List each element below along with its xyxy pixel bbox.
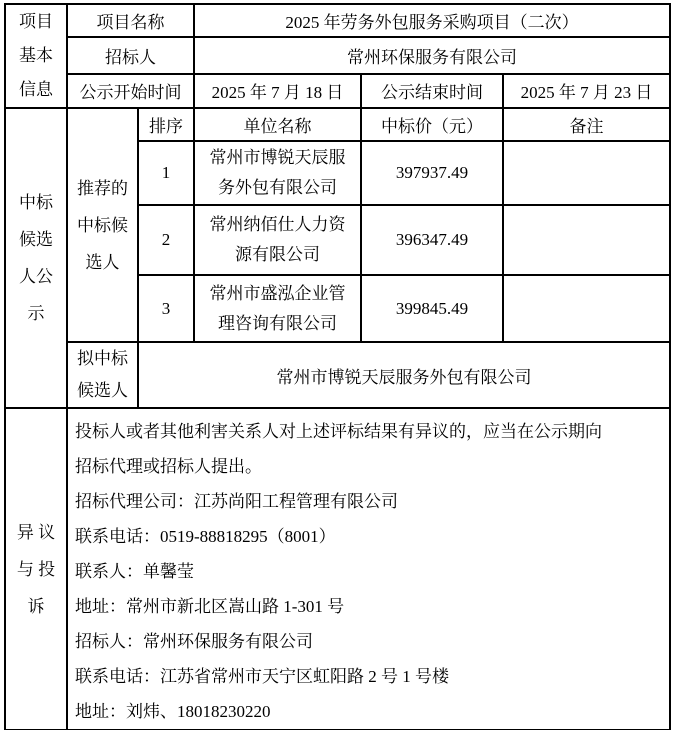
candidate-company [194, 205, 361, 275]
rank-header: 排序 [138, 108, 194, 141]
candidate-price: 397937.49 [361, 141, 503, 205]
section-label-basic-info [5, 4, 67, 108]
objection-line: 地址：常州市新北区嵩山路 1-301 号 [75, 597, 345, 616]
objection-line: 招标代理或招标人提出。 [75, 457, 262, 476]
table-row [5, 37, 670, 73]
section-label-line: 与 投 [16, 559, 56, 579]
section-label-line: 信息 [19, 80, 53, 99]
section-label-line: 异 议 [16, 522, 56, 542]
section-label-line: 项目 [19, 12, 53, 31]
recommended-label-line: 推荐的 [77, 178, 128, 198]
price-header: 中标价（元） [361, 108, 503, 141]
objection-line: 地址：刘炜、18018230220 [75, 702, 271, 721]
candidate-rank: 1 [138, 141, 194, 205]
section-label-line: 候选 [19, 230, 53, 249]
candidate-remark [503, 205, 670, 275]
proposed-candidate-label [67, 342, 138, 408]
company-header: 单位名称 [194, 108, 361, 141]
section-label-objection [5, 408, 67, 730]
objection-row [5, 408, 670, 730]
section-label-line: 基本 [19, 46, 53, 65]
candidate-company-text: 常州市盛泓企业管理咨询有限公司 [209, 283, 346, 333]
publicity-start-label: 公示开始时间 [67, 74, 194, 108]
proposed-label-line: 拟中标 [77, 349, 128, 368]
objection-line: 联系人：单馨莹 [75, 562, 194, 581]
tenderee-label: 招标人 [67, 37, 194, 73]
section-label-line: 诉 [27, 596, 45, 616]
proposed-candidate-value: 常州市博锐天辰服务外包有限公司 [138, 342, 670, 408]
project-name-value: 2025 年劳务外包服务采购项目（二次） [194, 4, 670, 37]
objection-line: 联系电话：0519-88818295（8001） [75, 527, 336, 546]
candidate-company-text: 常州市博锐天辰服务外包有限公司 [209, 148, 346, 197]
candidates-header-row [5, 108, 670, 141]
candidate-rank: 3 [138, 275, 194, 342]
candidate-company [194, 141, 361, 205]
bid-announcement-table [4, 3, 671, 730]
candidate-price: 399845.49 [361, 275, 503, 342]
remark-header: 备注 [503, 108, 670, 141]
publicity-end-label: 公示结束时间 [361, 74, 503, 108]
recommended-label-line: 中标候 [77, 215, 128, 235]
section-label-line: 人公 [19, 267, 53, 286]
proposed-candidate-row [5, 342, 670, 408]
section-label-line: 示 [27, 304, 45, 323]
recommended-label-line: 选人 [85, 252, 120, 272]
objection-line: 联系电话：江苏省常州市天宁区虹阳路 2 号 1 号楼 [75, 667, 449, 686]
candidate-remark [503, 141, 670, 205]
publicity-start-value: 2025 年 7 月 18 日 [194, 74, 361, 108]
section-label-winning-candidates [5, 108, 67, 408]
candidate-rank: 2 [138, 205, 194, 275]
candidate-remark [503, 275, 670, 342]
section-label-line: 中标 [19, 193, 53, 212]
proposed-label-line: 候选人 [77, 381, 128, 400]
objection-line: 招标代理公司：江苏尚阳工程管理有限公司 [75, 492, 398, 511]
publicity-end-value: 2025 年 7 月 23 日 [503, 74, 670, 108]
tenderee-value: 常州环保服务有限公司 [194, 37, 670, 73]
table-row [5, 74, 670, 108]
candidate-company [194, 275, 361, 342]
objection-line: 招标人：常州环保服务有限公司 [75, 632, 313, 651]
candidate-company-text: 常州纳佰仕人力资源有限公司 [209, 215, 346, 264]
project-name-label: 项目名称 [67, 4, 194, 37]
objection-content [67, 408, 670, 730]
table-row [5, 4, 670, 37]
recommended-candidates-label [67, 108, 138, 342]
candidate-price: 396347.49 [361, 205, 503, 275]
objection-line: 投标人或者其他利害关系人对上述评标结果有异议的，应当在公示期向 [75, 422, 602, 441]
